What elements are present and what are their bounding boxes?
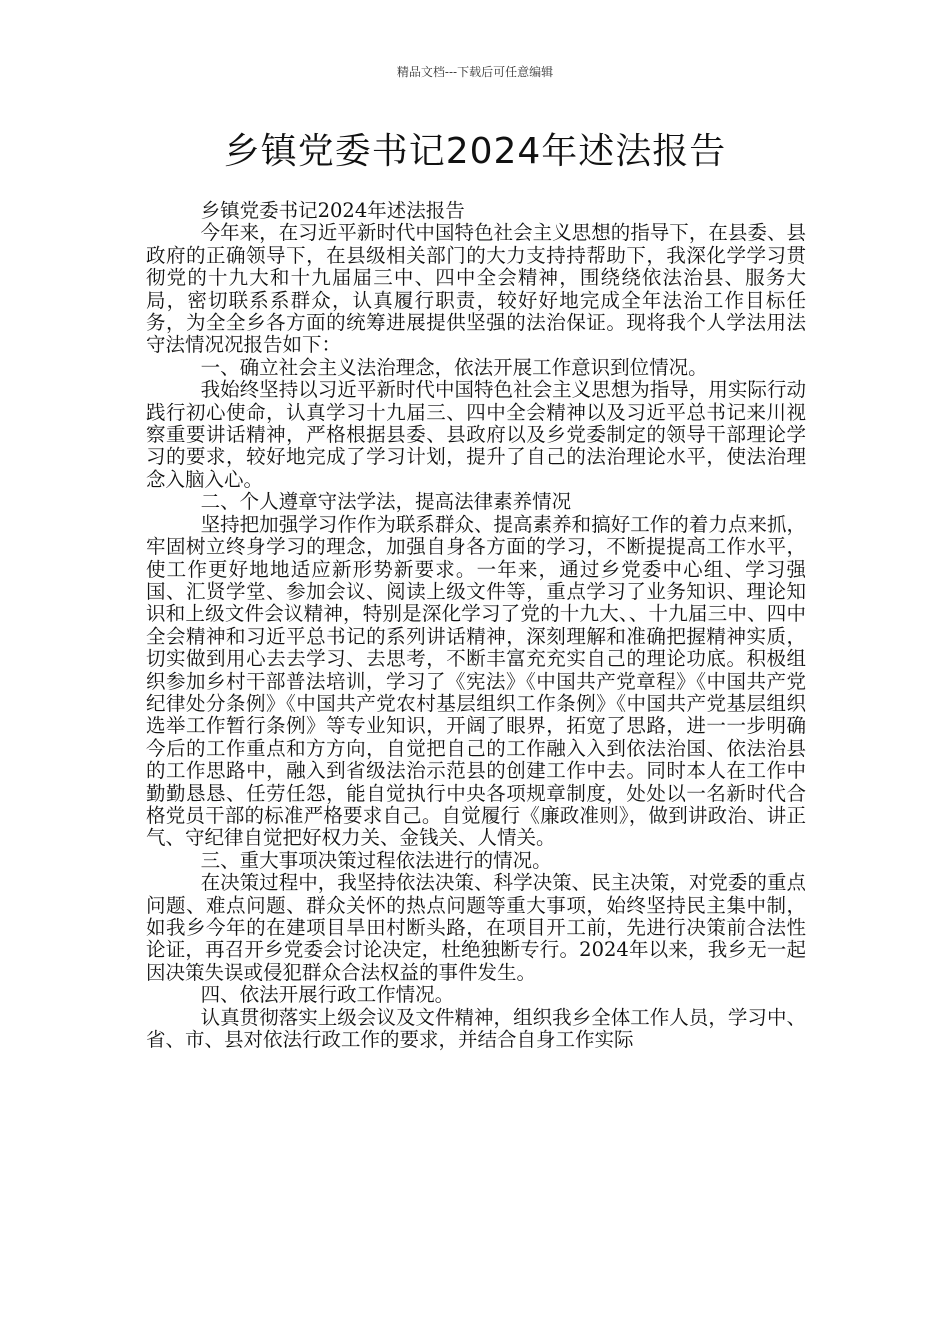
paragraph-intro: 今年来，在习近平新时代中国特色社会主义思想的指导下，在县委、县政府的正确领导下，在县级相关部门的大力支持持帮助下，我深化学学习贯彻党的十九大和十九届届三中、四中全会精神，围绕绕依法治县、服务大局，密切联系系群众，认真履行职责，较好好地完成全年法治工作目标任务，为全全乡各方面的统筹进展提供坚强的法治保证。现将我个人学法用法守法情况况报告如下：	[146, 221, 806, 357]
document-body	[146, 200, 806, 1051]
paragraph-section-4: 认真贯彻落实上级会议及文件精神，组织我乡全体工作人员，学习中、省、市、县对依法行政工作的要求，并结合自身工作实际	[146, 1005, 806, 1052]
section-heading-3: 三、重大事项决策过程依法进行的情况。	[200, 848, 552, 872]
paragraph-section-1: 我始终坚持以习近平新时代中国特色社会主义思想为指导，用实际行动践行初心使命，认真学习十九届三、四中全会精神以及习近平总书记来川视察重要讲话精神，严格根据县委、县政府以及乡党委制定的领导干部理论学习的要求，较好地完成了学习计划，提升了自己的法治理论水平，使法治理念入脑入心。	[146, 378, 806, 491]
document-title: 乡镇党委书记2024年述法报告	[223, 131, 727, 172]
section-heading-4: 四、依法开展行政工作情况。	[200, 983, 455, 1007]
paragraph-subtitle: 乡镇党委书记2024年述法报告	[200, 199, 465, 222]
section-heading-1: 一、确立社会主义法治理念，依法开展工作意识到位情况。	[200, 355, 708, 379]
paragraph-section-3: 在决策过程中，我坚持依法决策、科学决策、民主决策，对党委的重点问题、难点问题、群众关怀的热点问题等重大事项，始终坚持民主集中制，如我乡今年的在建项目旱田村断头路，在项目开工前，先进行决策前合法性论证，再召开乡党委会讨论决定，杜绝独断专行。2024年以来，我乡无一起因决策失误或侵犯群众合法权益的事件发生。	[146, 871, 806, 984]
section-heading-2: 二、个人遵章守法学法，提高法律素养情况	[200, 490, 572, 514]
paragraph-section-2: 坚持把加强学习作作为联系群众、提高素养和搞好工作的着力点来抓，牢固树立终身学习的理念，加强自身各方面的学习，不断提提高工作水平，使工作更好地地适应新形势新要求。一年来，通过乡党委中心组、学习强国、汇贤学堂、参加会议、阅读上级文件等，重点学习了业务知识、理论知识和上级文件会议精神，特别是深化学习了党的十九大、、十九届三中、四中全会精神和习近平总书记的系列讲话精神，深刻理解和准确把握精神实质，切实做到用心去去学习、去思考，不断丰富充充实自己的理论功底。积极组织参加乡村干部普法培训，学习了《宪法》《中国共产党章程》《中国共产党纪律处分条例》《中国共产党农村基层组织工作条例》《中国共产党基层组织选举工作暂行条例》等专业知识，开阔了眼界，拓宽了思路，进一一步明确今后的工作重点和方方向，自觉把自己的工作融入入到依法治国、依法治县的工作思路中，融入到省级法治示范县的创建工作中去。同时本人在工作中勤勤恳恳、任劳任怨，能自觉执行中央各项规章制度，处处以一名新时代合格党员干部的标准严格要求自己。自觉履行《廉政准则》，做到讲政治、讲正气、守纪律自觉把好权力关、金钱关、人情关。	[146, 512, 806, 850]
header-note: 精品文档---下载后可任意编辑	[396, 65, 554, 79]
